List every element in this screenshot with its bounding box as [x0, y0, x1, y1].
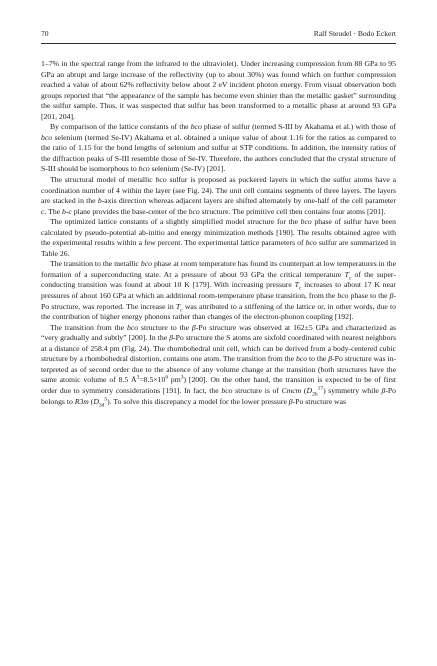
header-rule [41, 43, 396, 44]
paragraph: The optimized lattice constants of a slightly simplified model structure for the bco phase of sulfur have been calculated by pseudo-potential ab-initio and energy minimization methods [190]. The results obtained agree with the experimental results within a few percent. The experimental lattice parameters of bco sulfur are summarized in Table 26. [41, 217, 397, 258]
body-text [41, 59, 396, 407]
paragraph: The transition to the metallic bco phase at room temperature has found its counterpart at low temperatures in the formation of a superconducting state. At a pressure of about 93 GPa the critical temperature $T_c$ of the superconducting transition was found at about 10 K [179]. With increasing pressure $T_c$ increases to about 17 K near pressures of about 160 GPa at which an additional room-temperature phase transition, from the bco phase to the β-Po structure, was reported. The increase in $T_c$ was attributed to a stiffening of the lattice or, in other words, due to the contribution of higher energy phonons rather than changes of the electron-phonon coupling [192]. [41, 259, 396, 322]
page-number: 70 [41, 29, 49, 38]
paragraph: The transition from the bco structure to the β-Po structure was observed at 162±5 GPa and characterized as “very gradually and subtly” [200]. In the β-Po structure the S atoms are sixfold coordinated with nearest neighbors at a distance of 258.4 pm (Fig. 24). The rhombohedral unit cell, which can be derived from a body-centered cubic structure by a rhombohedral distortion, contains one atom. The transition from the bco to the β-Po structure was interpreted as of second order due to the absence of any volume change at the transition (both structures have the same atomic volume of 8.5 $Å^3=8.5\times 10^6$ $pm^3$) [200]. On the other hand, the transition is expected to be of first order due to symmetry considerations [191]. In fact, the bco structure is of Cmcm $(D_{2h}^{17})$ symmetry while β-Po belongs to R3m $(D_{3d}^5)$. To solve this discrepancy a model for the lower pressure β-Po structure was [41, 322, 397, 409]
running-header [41, 28, 396, 40]
paragraph: The structural model of metallic bco sulfur is proposed as puckered layers in which the sulfur atoms have a coordination number of 4 within the layer (see Fig. 24). The unit cell contains segments of three layers. The layers are stacked in the b-axis direction whereas adjacent layers are shifted alternately by one-half of the cell parameter c. The b-c plane provides the base-center of the bco structure. The primitive cell then contains four atoms [201]. [41, 175, 396, 216]
paragraph: By comparison of the lattice constants of the bco phase of sulfur (termed S-III by Akahama et al.) with those of bco selenium (termed Se-IV) Akahama et al. obtained a unique value of about 1.16 for the ratios as compared to the ratio of 1.15 for the bond lengths of selenium and sulfur at STP conditions. In addition, the intensity ratios of the diffraction peaks of S-III resemble those of Se-IV. Therefore, the authors concluded that the crystal structure of S-III should be isomorphous to bco selenium (Se-IV) [201]. [41, 122, 396, 174]
running-title: Ralf Steudel · Bodo Eckert [313, 29, 396, 38]
paragraph: 1–7% in the spectral range from the infrared to the ultraviolet). Under increasing compression from 88 GPa to 95 GPa an abrupt and large increase of the reflectivity (up to about 30%) was found which on further compression reached a value of about 62% reflectivity below about 2 eV incident photon energy. From visual observation both groups reported that “the appearance of the sample has become even shinier than the metallic gasket” surrounding the sulfur sample. Thus, it was suspected that sulfur has been transformed to a metallic phase at around 93 GPa [201, 204]. [41, 59, 396, 121]
